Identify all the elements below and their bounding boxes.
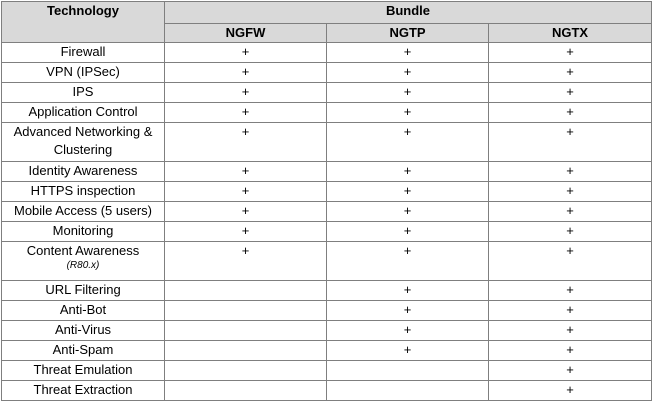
included-mark-ngtx: + <box>489 321 652 341</box>
technology-cell <box>2 341 165 361</box>
technology-name: Mobile Access (5 users) <box>14 203 152 218</box>
included-mark-ngtx: + <box>489 182 652 202</box>
included-mark-ngtp: + <box>327 301 489 321</box>
technology-cell <box>2 381 165 401</box>
included-mark-ngfw: + <box>165 162 327 182</box>
technology-name: Anti-Virus <box>54 322 112 337</box>
included-mark-ngtp: + <box>327 83 489 103</box>
included-mark-ngfw <box>165 341 327 361</box>
included-mark-ngtx: + <box>489 341 652 361</box>
technology-name: URL Filtering <box>45 282 121 297</box>
table-row <box>2 123 652 162</box>
included-mark-ngtx: + <box>489 83 652 103</box>
included-mark-ngtp: + <box>327 182 489 202</box>
bundle-name-ngtp: NGTP <box>327 24 489 43</box>
technology-cell <box>2 301 165 321</box>
included-mark-ngtx: + <box>489 43 652 63</box>
header-row <box>2 2 652 24</box>
included-mark-ngtp <box>327 381 489 401</box>
technology-name: Firewall <box>60 44 106 59</box>
included-mark-ngtx: + <box>489 301 652 321</box>
technology-cell <box>2 83 165 103</box>
included-mark-ngfw: + <box>165 182 327 202</box>
included-mark-ngtx: + <box>489 281 652 301</box>
included-mark-ngtx: + <box>489 381 652 401</box>
included-mark-ngtp: + <box>327 103 489 123</box>
technology-cell <box>2 123 165 162</box>
technology-cell <box>2 242 165 281</box>
included-mark-ngfw: + <box>165 43 327 63</box>
included-mark-ngfw: + <box>165 63 327 83</box>
included-mark-ngfw <box>165 321 327 341</box>
included-mark-ngtp: + <box>327 162 489 182</box>
included-mark-ngfw: + <box>165 242 327 281</box>
table-row <box>2 182 652 202</box>
table-row <box>2 63 652 83</box>
included-mark-ngfw: + <box>165 202 327 222</box>
table-row <box>2 202 652 222</box>
technology-name: Content Awareness <box>26 243 140 258</box>
included-mark-ngtp: + <box>327 63 489 83</box>
included-mark-ngfw: + <box>165 83 327 103</box>
technology-cell <box>2 281 165 301</box>
bundle-comparison-table <box>1 1 652 401</box>
table-row <box>2 43 652 63</box>
table-row <box>2 162 652 182</box>
included-mark-ngtp: + <box>327 43 489 63</box>
table-row <box>2 103 652 123</box>
included-mark-ngtp: + <box>327 341 489 361</box>
technology-cell <box>2 162 165 182</box>
table-row <box>2 301 652 321</box>
technology-cell <box>2 222 165 242</box>
technology-cell <box>2 202 165 222</box>
table-body <box>2 43 652 401</box>
included-mark-ngtp: + <box>327 321 489 341</box>
included-mark-ngtx: + <box>489 63 652 83</box>
technology-header: Technology <box>2 2 165 43</box>
included-mark-ngfw <box>165 361 327 381</box>
technology-name: IPS <box>72 84 94 99</box>
table-row <box>2 83 652 103</box>
included-mark-ngtp: + <box>327 202 489 222</box>
table-row <box>2 242 652 281</box>
included-mark-ngfw: + <box>165 123 327 162</box>
included-mark-ngfw <box>165 281 327 301</box>
included-mark-ngtx: + <box>489 361 652 381</box>
technology-name: Identity Awareness <box>28 163 138 178</box>
technology-name: Application Control <box>28 104 138 119</box>
technology-name: HTTPS inspection <box>30 183 136 198</box>
technology-cell <box>2 321 165 341</box>
included-mark-ngtx: + <box>489 202 652 222</box>
technology-note: (R80.x) <box>66 260 100 271</box>
included-mark-ngtp: + <box>327 123 489 162</box>
table-row <box>2 222 652 242</box>
technology-name: Advanced Networking & Clustering <box>13 124 153 157</box>
included-mark-ngtp: + <box>327 222 489 242</box>
technology-name: Threat Emulation <box>33 362 133 377</box>
included-mark-ngtx: + <box>489 222 652 242</box>
bundle-name-ngtx: NGTX <box>489 24 652 43</box>
included-mark-ngfw: + <box>165 103 327 123</box>
technology-name: Monitoring <box>52 223 114 238</box>
technology-cell <box>2 63 165 83</box>
technology-cell <box>2 43 165 63</box>
table-row <box>2 321 652 341</box>
technology-name: Threat Extraction <box>33 382 133 397</box>
table-row <box>2 381 652 401</box>
bundle-name-ngfw: NGFW <box>165 24 327 43</box>
included-mark-ngtx: + <box>489 242 652 281</box>
included-mark-ngtp: + <box>327 281 489 301</box>
included-mark-ngtp: + <box>327 242 489 281</box>
table-row <box>2 341 652 361</box>
technology-cell <box>2 103 165 123</box>
table-row <box>2 361 652 381</box>
technology-cell <box>2 182 165 202</box>
bundle-header: Bundle <box>165 2 652 24</box>
technology-name: Anti-Bot <box>59 302 107 317</box>
included-mark-ngfw: + <box>165 222 327 242</box>
technology-cell <box>2 361 165 381</box>
included-mark-ngfw <box>165 301 327 321</box>
table-row <box>2 281 652 301</box>
included-mark-ngfw <box>165 381 327 401</box>
included-mark-ngtx: + <box>489 162 652 182</box>
technology-name: VPN (IPSec) <box>46 64 120 79</box>
included-mark-ngtp <box>327 361 489 381</box>
technology-name: Anti-Spam <box>52 342 114 357</box>
included-mark-ngtx: + <box>489 103 652 123</box>
included-mark-ngtx: + <box>489 123 652 162</box>
